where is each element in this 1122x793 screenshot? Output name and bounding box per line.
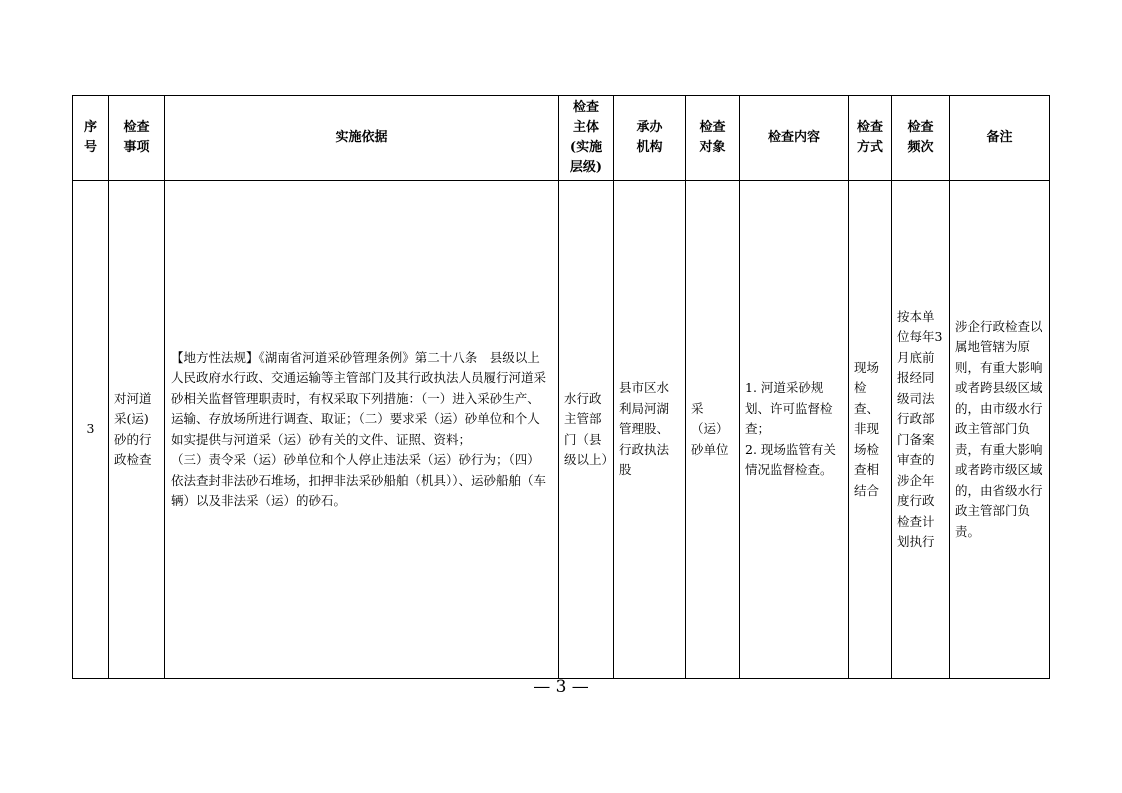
- cell-method: 现场检查、非现场检查相结合: [849, 181, 892, 679]
- header-frequency: 检查 频次: [892, 96, 950, 181]
- cell-notes: 涉企行政检查以属地管辖为原则，有重大影响或者跨县级区域的，由市级水行政主管部门负责，有重大影响或者跨市级区域的，由省级水行政主管部门负责。: [950, 181, 1050, 679]
- cell-basis: [165, 181, 559, 679]
- content-line: 1. 河道采砂规划、许可监督检查；: [745, 380, 833, 437]
- cell-target: 采（运）砂单位: [686, 181, 740, 679]
- inspection-table: [72, 95, 1050, 679]
- header-subject: 检查 主体 (实施 层级): [559, 96, 614, 181]
- cell-frequency: 按本单位每年3月底前报经同级司法行政部门备案审查的涉企年度行政检查计划执行: [892, 181, 950, 679]
- cell-content: [740, 181, 849, 679]
- header-row: [73, 96, 1050, 181]
- basis-line: 【地方性法规】《湖南省河道采砂管理条例》第二十八条 县级以上人民政府水行政、交通运输等主管部门及其行政执法人员履行河道采砂相关监督管理职责时，有权采取下列措施：（一）进入采砂生产、运输、存放场所进行调查、取证；（二）要求采（运）砂单位和个人如实提供与河道采（运）砂有关的文件、证照、资料；: [171, 349, 547, 447]
- cell-seq: 3: [73, 181, 109, 679]
- header-target: 检查 对象: [686, 96, 740, 181]
- table-row: [73, 181, 1050, 679]
- page-number: — 3 —: [533, 677, 589, 697]
- header-method: 检查 方式: [849, 96, 892, 181]
- cell-item: 对河道采(运)砂的行政检查: [109, 181, 165, 679]
- header-org: 承办 机构: [614, 96, 686, 181]
- content-line: 2. 现场监管有关情况监督检查。: [745, 441, 836, 478]
- cell-subject: 水行政主管部门（县级以上）: [559, 181, 614, 679]
- header-item: 检查 事项: [109, 96, 165, 181]
- header-notes: 备注: [950, 96, 1050, 181]
- cell-org: 县市区水利局河湖管理股、行政执法股: [614, 181, 686, 679]
- header-seq: 序 号: [73, 96, 109, 181]
- basis-line: （三）责令采（运）砂单位和个人停止违法采（运）砂行为；（四）依法查封非法砂石堆场，扣押非法采砂船舶（机具））、运砂船舶（车辆）以及非法采（运）的砂石。: [171, 452, 547, 508]
- header-basis: 实施依据: [165, 96, 559, 181]
- header-content: 检查内容: [740, 96, 849, 181]
